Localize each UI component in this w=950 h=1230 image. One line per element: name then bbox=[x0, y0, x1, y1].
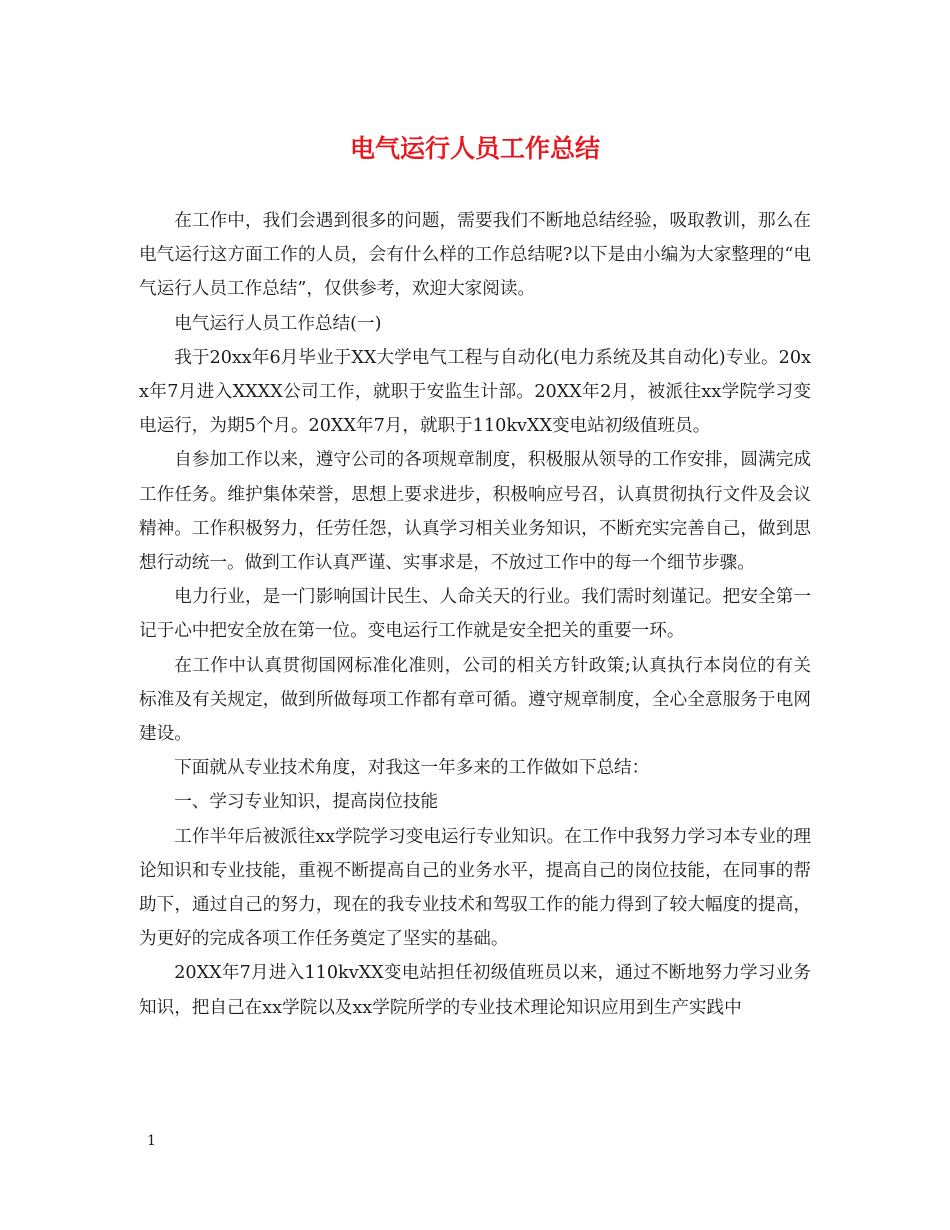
paragraph-safety: 电力行业，是一门影响国计民生、人命关天的行业。我们需时刻谨记。把安全第一记于心中把安全放在第一位。变电运行工作就是安全把关的重要一环。 bbox=[139, 587, 811, 642]
paragraph-summary-lead: 下面就从专业技术角度，对我这一年多来的工作做如下总结： bbox=[174, 758, 650, 779]
section-heading-1: 电气运行人员工作总结(一) bbox=[174, 313, 382, 334]
paragraph-practice: 20XX年7月进入110kvXX变电站担任初级值班员以来，通过不断地努力学习业务知识，把自己在xx学院以及xx学院所学的专业技术理论知识应用到生产实践中 bbox=[139, 963, 811, 1018]
document-title: 电气运行人员工作总结 bbox=[349, 134, 600, 163]
paragraph-study: 工作半年后被派往xx学院学习变电运行专业知识。在工作中我努力学习本专业的理论知识和专业技能，重视不断提高自己的业务水平，提高自己的岗位技能，在同事的帮助下，通过自己的努力，现在的我专业技术和驾驭工作的能力得到了较大幅度的提高，为更好的完成各项工作任务奠定了坚实的基础。 bbox=[139, 826, 811, 950]
document-body bbox=[139, 204, 811, 1025]
paragraph-standards: 在工作中认真贯彻国网标准化准则，公司的相关方针政策;认真执行本岗位的有关标准及有关规定，做到所做每项工作都有章可循。遵守规章制度，全心全意服务于电网建设。 bbox=[139, 655, 811, 745]
paragraph-intro: 在工作中，我们会遇到很多的问题，需要我们不断地总结经验，吸取教训，那么在电气运行这方面工作的人员，会有什么样的工作总结呢?以下是由小编为大家整理的“电气运行人员工作总结”，仅供参考，欢迎大家阅读。 bbox=[139, 211, 811, 300]
page-number: 1 bbox=[147, 1133, 156, 1149]
subheading-study: 一、学习专业知识，提高岗位技能 bbox=[174, 792, 439, 813]
paragraph-background: 我于20xx年6月毕业于XX大学电气工程与自动化(电力系统及其自动化)专业。20xx年7月进入XXXX公司工作，就职于安监生计部。20XX年2月，被派往xx学院学习变电运行，为期5个月。20XX年7月，就职于110kvXX变电站初级值班员。 bbox=[139, 347, 811, 437]
paragraph-work-attitude: 自参加工作以来，遵守公司的各项规章制度，积极服从领导的工作安排，圆满完成工作任务。维护集体荣誉，思想上要求进步，积极响应号召，认真贯彻执行文件及会议精神。工作积极努力，任劳任怨，认真学习相关业务知识，不断充实完善自己，做到思想行动统一。做到工作认真严谨、实事求是，不放过工作中的每一个细节步骤。 bbox=[139, 450, 811, 574]
